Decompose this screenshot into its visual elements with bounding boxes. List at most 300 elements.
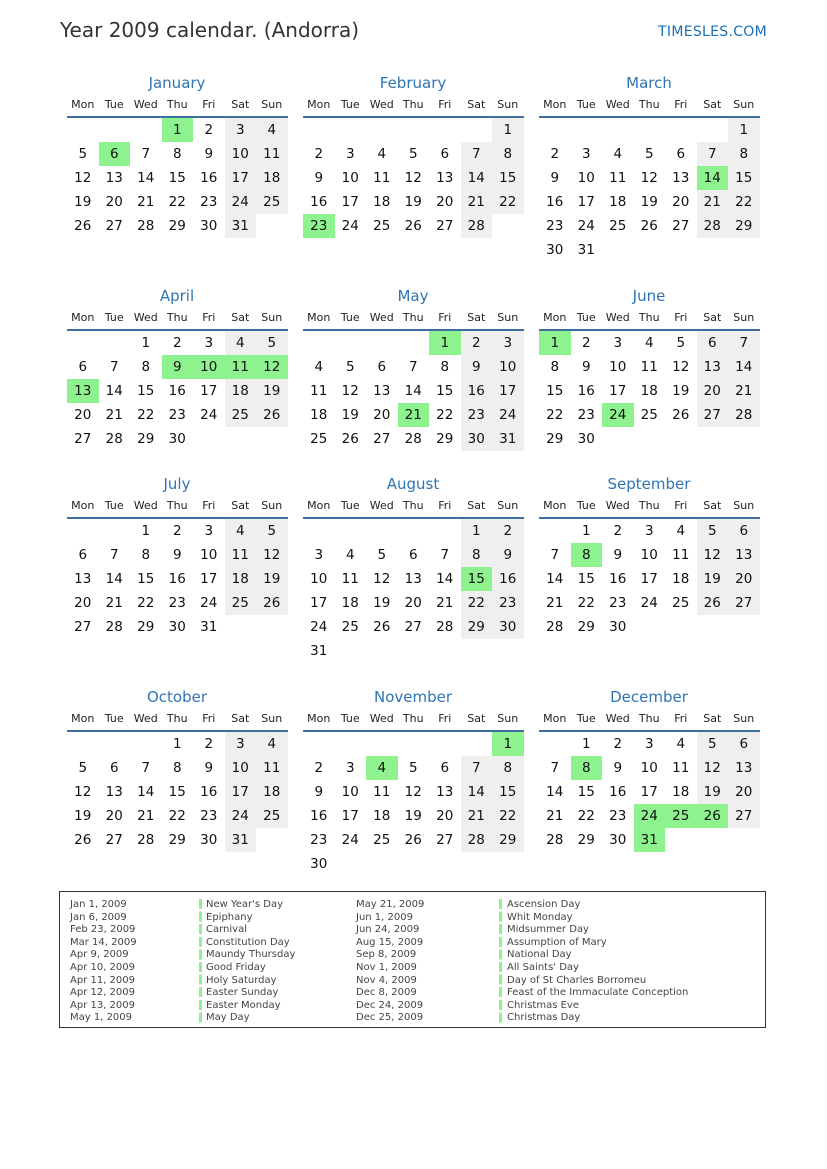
empty-cell xyxy=(335,732,367,756)
legend-date: Dec 8, 2009 xyxy=(356,987,417,999)
day-cell: 3 xyxy=(204,335,214,351)
day-cell: 25 xyxy=(225,403,257,427)
day-cell: 14 xyxy=(461,166,493,190)
day-cell: 2 xyxy=(314,146,324,162)
weekday-header: Sat xyxy=(697,307,729,331)
day-cell: 2 xyxy=(204,736,214,752)
day-cell: 3 xyxy=(225,118,257,142)
day-cell: 27 xyxy=(74,619,92,635)
day-cell: 7 xyxy=(461,142,493,166)
day-cell: 9 xyxy=(613,760,623,776)
day-cell: 20 xyxy=(105,808,123,824)
day-cell: 27 xyxy=(728,591,760,615)
month-february xyxy=(302,72,524,238)
day-cell: 4 xyxy=(676,523,686,539)
weekday-header: Thu xyxy=(162,708,194,732)
day-cell: 22 xyxy=(168,808,186,824)
weekday-header: Wed xyxy=(130,307,162,331)
month-january xyxy=(66,72,288,238)
day-cell: 7 xyxy=(550,760,560,776)
weekday-header: Sat xyxy=(697,708,729,732)
weekday-header: Sun xyxy=(728,307,760,331)
day-cell: 10 xyxy=(310,571,328,587)
day-cell: 18 xyxy=(609,194,627,210)
day-cell: 16 xyxy=(492,567,524,591)
day-cell: 22 xyxy=(492,190,524,214)
site-link[interactable]: TIMESLES.COM xyxy=(658,24,767,40)
day-cell: 24 xyxy=(492,403,524,427)
legend-date: Nov 1, 2009 xyxy=(356,961,417,973)
day-cell: 5 xyxy=(697,732,729,756)
empty-cell xyxy=(335,519,367,543)
weekday-header: Sat xyxy=(697,495,729,519)
day-cell: 6 xyxy=(78,359,88,375)
day-cell: 28 xyxy=(404,431,422,447)
weekday-header: Mon xyxy=(539,94,571,118)
day-cell: 2 xyxy=(550,146,560,162)
day-cell: 9 xyxy=(204,760,214,776)
weekday-header: Sat xyxy=(461,495,493,519)
legend-date: May 21, 2009 xyxy=(356,899,425,910)
day-cell: 10 xyxy=(225,756,257,780)
day-cell: 12 xyxy=(697,543,729,567)
day-cell: 23 xyxy=(168,595,186,611)
weekday-header: Mon xyxy=(539,708,571,732)
day-cell: 29 xyxy=(137,619,155,635)
day-cell: 29 xyxy=(461,615,493,639)
month-november xyxy=(302,686,524,876)
weekday-header: Tue xyxy=(571,708,603,732)
day-cell: 1 xyxy=(172,736,182,752)
empty-cell xyxy=(429,519,461,543)
day-cell: 17 xyxy=(225,166,257,190)
day-cell: 19 xyxy=(256,379,288,403)
day-cell: 21 xyxy=(461,190,493,214)
day-cell: 13 xyxy=(436,784,454,800)
day-cell: 12 xyxy=(404,170,422,186)
weekday-header: Mon xyxy=(539,495,571,519)
legend-holiday-name: Whit Monday xyxy=(507,911,573,923)
month-april xyxy=(66,285,288,451)
day-cell: 8 xyxy=(461,543,493,567)
day-cell: 2 xyxy=(172,523,182,539)
empty-cell xyxy=(366,118,398,142)
weekday-header: Thu xyxy=(398,94,430,118)
day-cell: 4 xyxy=(644,335,654,351)
weekday-header: Tue xyxy=(571,94,603,118)
day-cell: 22 xyxy=(137,407,155,423)
day-cell: 11 xyxy=(256,142,288,166)
weekday-header: Thu xyxy=(398,708,430,732)
day-cell: 27 xyxy=(697,403,729,427)
day-cell: 20 xyxy=(105,194,123,210)
day-cell: 26 xyxy=(74,218,92,234)
day-cell: 1 xyxy=(492,118,524,142)
legend-bar-2 xyxy=(499,899,502,1025)
day-cell: 22 xyxy=(728,190,760,214)
day-cell: 4 xyxy=(676,736,686,752)
day-cell: 3 xyxy=(644,736,654,752)
day-cell: 20 xyxy=(728,567,760,591)
day-cell: 2 xyxy=(172,335,182,351)
legend-holiday-name: Feast of the Immaculate Conception xyxy=(507,987,689,999)
empty-cell xyxy=(398,519,430,543)
weekday-header: Wed xyxy=(602,495,634,519)
empty-cell xyxy=(461,118,493,142)
day-cell: 29 xyxy=(546,431,564,447)
legend-holiday-name: Christmas Day xyxy=(507,1012,581,1024)
day-cell: 22 xyxy=(492,804,524,828)
day-cell: 19 xyxy=(697,780,729,804)
day-cell: 5 xyxy=(697,519,729,543)
weekday-header: Thu xyxy=(634,708,666,732)
day-cell: 1 xyxy=(461,519,493,543)
weekday-header: Wed xyxy=(130,94,162,118)
day-cell: 14 xyxy=(105,571,123,587)
day-cell: 22 xyxy=(436,407,454,423)
day-cell: 20 xyxy=(373,407,391,423)
day-cell: 20 xyxy=(672,194,690,210)
weekday-header: Fri xyxy=(193,307,225,331)
day-cell: 11 xyxy=(341,571,359,587)
day-cell: 3 xyxy=(225,732,257,756)
day-cell: 3 xyxy=(613,335,623,351)
day-cell: 19 xyxy=(373,595,391,611)
legend-dates-col-1 xyxy=(70,899,137,1025)
day-cell: 11 xyxy=(672,547,690,563)
day-cell: 30 xyxy=(200,832,218,848)
day-cell: 10 xyxy=(492,355,524,379)
day-cell: 24 xyxy=(200,407,218,423)
day-cell: 28 xyxy=(137,832,155,848)
day-cell: 19 xyxy=(341,407,359,423)
month-name: December xyxy=(610,688,688,706)
day-cell: 24 xyxy=(225,190,257,214)
day-cell: 27 xyxy=(105,218,123,234)
day-cell: 4 xyxy=(256,732,288,756)
empty-cell xyxy=(335,118,367,142)
holiday-day-cell: 8 xyxy=(571,756,603,780)
day-cell: 7 xyxy=(461,756,493,780)
day-cell: 25 xyxy=(373,832,391,848)
legend-holiday-name: National Day xyxy=(507,949,572,961)
day-cell: 4 xyxy=(225,519,257,543)
empty-cell xyxy=(303,331,335,355)
legend-names-col-2 xyxy=(507,899,688,1025)
day-cell: 10 xyxy=(341,170,359,186)
day-cell: 27 xyxy=(672,218,690,234)
holiday-day-cell: 6 xyxy=(99,142,131,166)
day-cell: 31 xyxy=(200,619,218,635)
day-cell: 28 xyxy=(105,431,123,447)
holiday-day-cell: 15 xyxy=(461,567,493,591)
day-cell: 12 xyxy=(373,571,391,587)
day-cell: 26 xyxy=(672,407,690,423)
holiday-day-cell: 31 xyxy=(634,828,666,852)
legend-date: Sep 8, 2009 xyxy=(356,949,417,961)
day-cell: 19 xyxy=(256,567,288,591)
day-cell: 28 xyxy=(697,214,729,238)
weekday-header: Fri xyxy=(665,94,697,118)
day-cell: 25 xyxy=(609,218,627,234)
day-cell: 26 xyxy=(404,832,422,848)
day-cell: 15 xyxy=(492,166,524,190)
day-cell: 19 xyxy=(697,567,729,591)
holiday-day-cell: 1 xyxy=(429,331,461,355)
weekday-header: Tue xyxy=(99,94,131,118)
day-cell: 14 xyxy=(461,780,493,804)
day-cell: 8 xyxy=(141,547,151,563)
day-cell: 19 xyxy=(672,383,690,399)
day-cell: 7 xyxy=(141,760,151,776)
weekday-header: Fri xyxy=(429,708,461,732)
day-cell: 27 xyxy=(436,832,454,848)
month-days-grid xyxy=(539,94,760,262)
day-cell: 23 xyxy=(168,407,186,423)
holiday-day-cell: 21 xyxy=(398,403,430,427)
weekday-header: Fri xyxy=(429,495,461,519)
holiday-day-cell: 25 xyxy=(665,804,697,828)
day-cell: 21 xyxy=(697,190,729,214)
legend-holiday-name: Assumption of Mary xyxy=(507,936,607,948)
legend-bar-1 xyxy=(199,899,202,1025)
empty-cell xyxy=(130,118,162,142)
weekday-header: Mon xyxy=(303,94,335,118)
weekday-header: Sun xyxy=(492,495,524,519)
day-cell: 21 xyxy=(461,804,493,828)
empty-cell xyxy=(602,118,634,142)
legend-date: May 1, 2009 xyxy=(70,1012,133,1024)
weekday-header: Wed xyxy=(602,94,634,118)
day-cell: 2 xyxy=(613,523,623,539)
month-name: April xyxy=(159,287,195,305)
day-cell: 13 xyxy=(105,170,123,186)
day-cell: 12 xyxy=(640,170,658,186)
day-cell: 6 xyxy=(377,359,387,375)
weekday-header: Tue xyxy=(335,495,367,519)
holiday-day-cell: 1 xyxy=(539,331,571,355)
day-cell: 10 xyxy=(640,547,658,563)
day-cell: 29 xyxy=(577,619,595,635)
weekday-header: Fri xyxy=(193,708,225,732)
legend-holiday-name: Maundy Thursday xyxy=(206,949,296,961)
day-cell: 5 xyxy=(408,760,418,776)
day-cell: 5 xyxy=(644,146,654,162)
day-cell: 28 xyxy=(546,619,564,635)
day-cell: 24 xyxy=(640,595,658,611)
day-cell: 18 xyxy=(373,194,391,210)
weekday-header: Fri xyxy=(665,307,697,331)
page-title: Year 2009 calendar. (Andorra) xyxy=(60,18,360,42)
day-cell: 22 xyxy=(577,595,595,611)
empty-cell xyxy=(335,331,367,355)
day-cell: 22 xyxy=(546,407,564,423)
month-days-grid xyxy=(303,94,524,238)
day-cell: 19 xyxy=(404,194,422,210)
legend-holiday-name: May Day xyxy=(206,1012,250,1024)
day-cell: 3 xyxy=(345,760,355,776)
day-cell: 13 xyxy=(373,383,391,399)
day-cell: 3 xyxy=(345,146,355,162)
day-cell: 14 xyxy=(137,170,155,186)
day-cell: 14 xyxy=(137,784,155,800)
holiday-day-cell: 14 xyxy=(697,166,729,190)
weekday-header: Wed xyxy=(602,708,634,732)
day-cell: 9 xyxy=(172,547,182,563)
day-cell: 24 xyxy=(225,804,257,828)
weekday-header: Tue xyxy=(335,307,367,331)
day-cell: 4 xyxy=(345,547,355,563)
month-name: June xyxy=(632,287,666,305)
weekday-header: Thu xyxy=(634,307,666,331)
day-cell: 11 xyxy=(373,784,391,800)
day-cell: 30 xyxy=(492,615,524,639)
month-july xyxy=(66,473,288,639)
day-cell: 29 xyxy=(137,431,155,447)
day-cell: 22 xyxy=(168,194,186,210)
legend-date: Jan 1, 2009 xyxy=(70,899,127,910)
day-cell: 9 xyxy=(492,543,524,567)
day-cell: 28 xyxy=(137,218,155,234)
weekday-header: Fri xyxy=(193,495,225,519)
day-cell: 13 xyxy=(728,756,760,780)
day-cell: 15 xyxy=(728,166,760,190)
day-cell: 16 xyxy=(609,571,627,587)
day-cell: 2 xyxy=(204,122,214,138)
day-cell: 28 xyxy=(105,619,123,635)
day-cell: 6 xyxy=(78,547,88,563)
day-cell: 30 xyxy=(310,856,328,872)
day-cell: 10 xyxy=(200,547,218,563)
legend-holiday-name: Easter Sunday xyxy=(206,987,279,999)
empty-cell xyxy=(665,118,697,142)
weekday-header: Tue xyxy=(335,94,367,118)
weekday-header: Sun xyxy=(728,708,760,732)
day-cell: 28 xyxy=(546,832,564,848)
day-cell: 26 xyxy=(256,591,288,615)
day-cell: 30 xyxy=(546,242,564,258)
day-cell: 18 xyxy=(373,808,391,824)
day-cell: 30 xyxy=(577,431,595,447)
empty-cell xyxy=(398,732,430,756)
empty-cell xyxy=(539,519,571,543)
day-cell: 1 xyxy=(581,736,591,752)
day-cell: 18 xyxy=(225,379,257,403)
day-cell: 13 xyxy=(672,170,690,186)
day-cell: 23 xyxy=(461,403,493,427)
day-cell: 23 xyxy=(577,407,595,423)
empty-cell xyxy=(634,118,666,142)
legend-date: Mar 14, 2009 xyxy=(70,936,137,948)
day-cell: 31 xyxy=(225,828,257,852)
holiday-day-cell: 13 xyxy=(67,379,99,403)
empty-cell xyxy=(67,519,99,543)
month-name: July xyxy=(163,475,191,493)
weekday-header: Sun xyxy=(728,94,760,118)
holiday-day-cell: 10 xyxy=(193,355,225,379)
day-cell: 24 xyxy=(577,218,595,234)
day-cell: 5 xyxy=(78,760,88,776)
legend-date: Aug 15, 2009 xyxy=(356,936,424,948)
month-name: October xyxy=(146,688,208,706)
day-cell: 20 xyxy=(404,595,422,611)
legend-holiday-name: Epiphany xyxy=(206,911,253,923)
day-cell: 16 xyxy=(577,383,595,399)
weekday-header: Wed xyxy=(130,495,162,519)
holiday-day-cell: 23 xyxy=(303,214,335,238)
day-cell: 11 xyxy=(640,359,658,375)
day-cell: 9 xyxy=(461,355,493,379)
day-cell: 16 xyxy=(609,784,627,800)
weekday-header: Sat xyxy=(461,94,493,118)
empty-cell xyxy=(67,732,99,756)
month-name: August xyxy=(386,475,440,493)
day-cell: 29 xyxy=(492,828,524,852)
day-cell: 30 xyxy=(168,431,186,447)
holiday-day-cell: 4 xyxy=(366,756,398,780)
day-cell: 17 xyxy=(609,383,627,399)
day-cell: 14 xyxy=(546,784,564,800)
holiday-day-cell: 24 xyxy=(634,804,666,828)
empty-cell xyxy=(429,732,461,756)
weekday-header: Thu xyxy=(634,495,666,519)
empty-cell xyxy=(697,118,729,142)
day-cell: 1 xyxy=(581,523,591,539)
month-october xyxy=(66,686,288,852)
day-cell: 8 xyxy=(141,359,151,375)
weekday-header: Mon xyxy=(303,495,335,519)
day-cell: 11 xyxy=(609,170,627,186)
weekday-header: Thu xyxy=(162,94,194,118)
day-cell: 12 xyxy=(341,383,359,399)
day-cell: 23 xyxy=(609,808,627,824)
weekday-header: Sat xyxy=(225,94,257,118)
day-cell: 31 xyxy=(577,242,595,258)
day-cell: 26 xyxy=(341,431,359,447)
empty-cell xyxy=(130,732,162,756)
weekday-header: Tue xyxy=(335,708,367,732)
holiday-day-cell: 1 xyxy=(492,732,524,756)
day-cell: 17 xyxy=(640,571,658,587)
weekday-header: Tue xyxy=(571,495,603,519)
empty-cell xyxy=(398,331,430,355)
day-cell: 7 xyxy=(440,547,450,563)
day-cell: 27 xyxy=(373,431,391,447)
legend-date: Apr 13, 2009 xyxy=(70,999,136,1011)
day-cell: 9 xyxy=(613,547,623,563)
weekday-header: Thu xyxy=(398,495,430,519)
month-august xyxy=(302,473,524,663)
day-cell: 9 xyxy=(314,784,324,800)
legend-names-col-1 xyxy=(206,899,295,1025)
day-cell: 25 xyxy=(672,595,690,611)
legend-dates-col-2 xyxy=(356,899,424,1025)
day-cell: 16 xyxy=(310,808,328,824)
day-cell: 12 xyxy=(672,359,690,375)
weekday-header: Mon xyxy=(539,307,571,331)
day-cell: 24 xyxy=(200,595,218,611)
day-cell: 25 xyxy=(256,804,288,828)
month-name: January xyxy=(148,74,206,92)
day-cell: 22 xyxy=(461,591,493,615)
day-cell: 24 xyxy=(341,832,359,848)
day-cell: 3 xyxy=(644,523,654,539)
day-cell: 17 xyxy=(492,379,524,403)
day-cell: 5 xyxy=(345,359,355,375)
day-cell: 15 xyxy=(168,170,186,186)
day-cell: 24 xyxy=(341,218,359,234)
legend-date: Apr 11, 2009 xyxy=(70,974,136,986)
